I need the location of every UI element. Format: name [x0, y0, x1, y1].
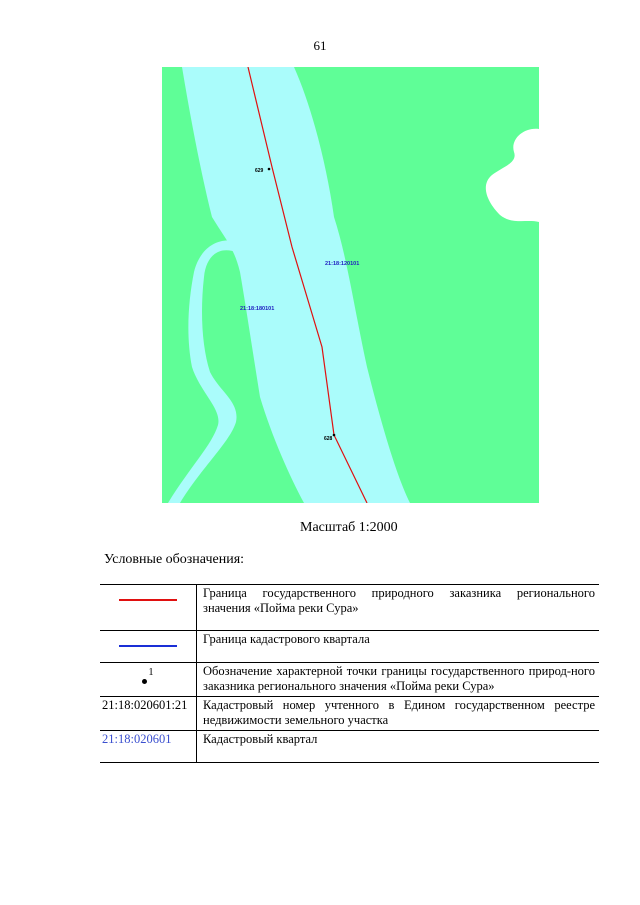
- boundary-point-629: [268, 168, 271, 171]
- point-symbol: [142, 665, 153, 684]
- point-dot-icon: [142, 679, 147, 684]
- cadastral-quarter-sample: 21:18:020601: [102, 732, 172, 746]
- point-label-629: 629: [255, 168, 264, 174]
- quarter-label-a: 21:18:120101: [325, 261, 360, 267]
- legend-symbol-cell: [100, 631, 197, 663]
- map-canvas: [162, 67, 539, 503]
- legend-row: [100, 663, 599, 697]
- legend-row: [100, 697, 599, 731]
- legend-description: Кадастровый квартал: [197, 731, 600, 763]
- legend-row: [100, 585, 599, 631]
- legend-symbol-cell: [100, 663, 197, 697]
- cadastral-map: [162, 67, 539, 503]
- quarter-label-b: 21:18:180101: [240, 306, 275, 312]
- legend-description: Граница кадастрового квартала: [197, 631, 600, 663]
- legend-symbol-cell: [100, 731, 197, 763]
- blue-line-symbol: [119, 645, 177, 647]
- page-number: 61: [313, 38, 327, 53]
- legend-row: [100, 631, 599, 663]
- legend-row: [100, 731, 599, 763]
- red-line-symbol: [119, 599, 177, 601]
- cadastral-number-sample: 21:18:020601:21: [102, 698, 188, 712]
- map-scale: Масштаб 1:2000: [300, 520, 398, 535]
- legend-symbol-cell: [100, 697, 197, 731]
- legend-title: Условные обозначения:: [104, 552, 245, 567]
- boundary-point-628: [333, 434, 336, 437]
- legend-description: Кадастровый номер учтенного в Едином государственном реестре недвижимости земельного участка: [197, 697, 600, 731]
- point-label-628: 628: [324, 436, 333, 442]
- point-number: 1: [148, 667, 154, 678]
- legend-table: [100, 584, 599, 763]
- legend-description: Обозначение характерной точки границы государственного природ-ного заказника регионального значения «Пойма реки Сура»: [197, 663, 600, 697]
- legend-symbol-cell: [100, 585, 197, 631]
- legend-description: Граница государственного природного заказника регионального значения «Пойма реки Сура»: [197, 585, 600, 631]
